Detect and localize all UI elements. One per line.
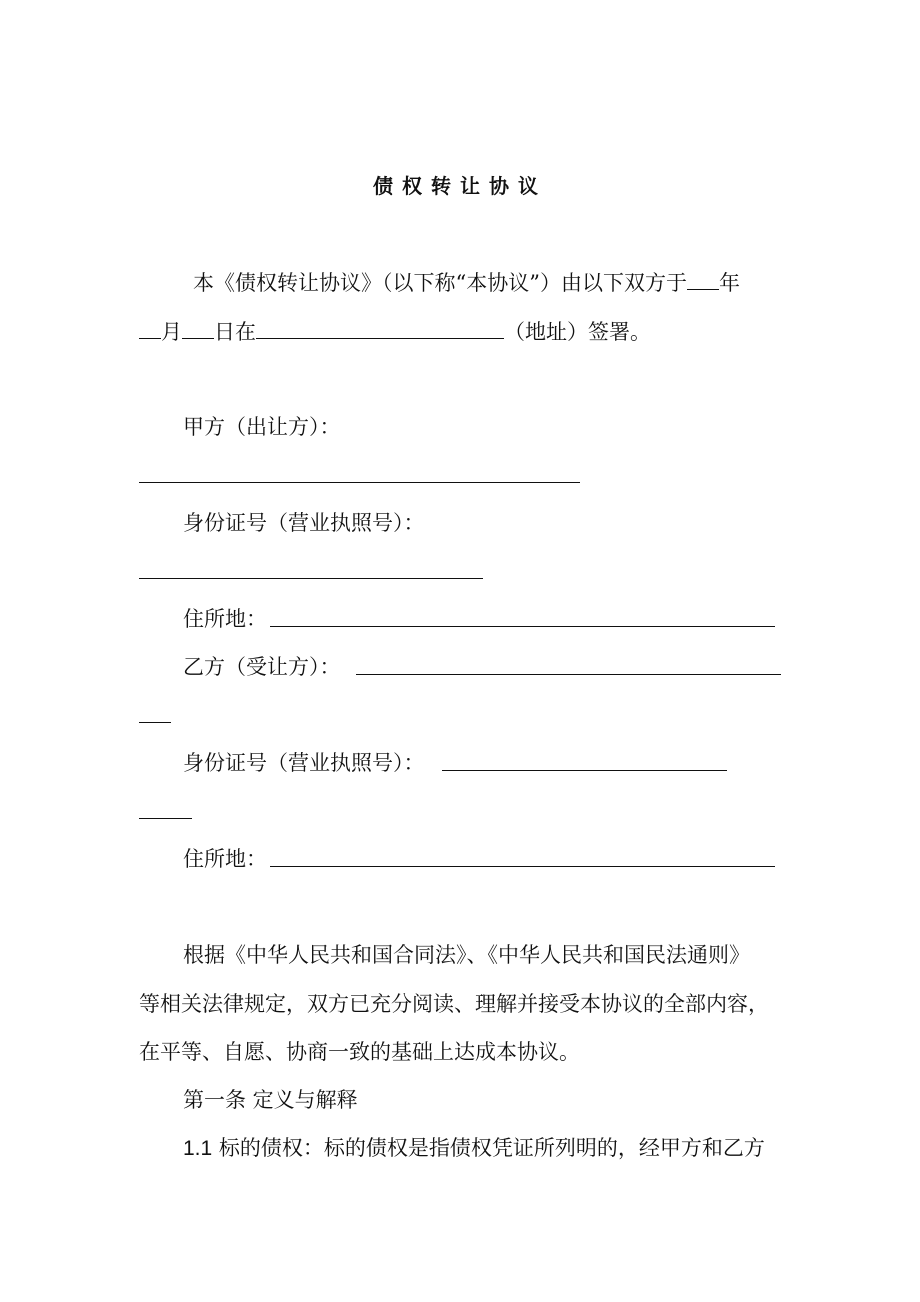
address-blank[interactable] [256, 316, 504, 339]
basis-line-2: 等相关法律规定，双方已充分阅读、理解并接受本协议的全部内容， [139, 992, 769, 1016]
day-blank[interactable] [182, 316, 214, 339]
party-b-address-blank[interactable] [270, 866, 775, 867]
party-a-address-label: 住所地： [183, 607, 267, 631]
party-b-address-label: 住所地： [183, 847, 267, 871]
clause-number: 1.1 [183, 1137, 213, 1160]
clause-1-1 [183, 1133, 765, 1164]
party-a-id-blank[interactable] [139, 578, 483, 579]
year-label: 年 [718, 271, 740, 295]
intro-text: 本《债权转让协议》（以下称“本协议”）由以下双方于 [193, 271, 687, 295]
party-b-name-blank[interactable] [356, 674, 781, 675]
month-blank[interactable] [139, 316, 161, 339]
party-a-name-blank[interactable] [139, 482, 580, 483]
party-a-label: 甲方（出让方）： [183, 415, 341, 439]
year-blank[interactable] [687, 267, 719, 290]
day-label: 日在 [214, 320, 256, 344]
party-b-label: 乙方（受让方）： [183, 655, 341, 679]
address-note: （地址）签署。 [504, 320, 651, 344]
document-title: 债权转让协议 [373, 174, 547, 198]
article-1-heading: 第一条 定义与解释 [183, 1088, 358, 1112]
basis-line-1: 根据《中华人民共和国合同法》、《中华人民共和国民法通则》 [183, 943, 750, 967]
party-a-id-label: 身份证号（营业执照号）： [183, 511, 425, 535]
month-label: 月 [161, 320, 182, 344]
party-a-address-blank[interactable] [270, 626, 775, 627]
basis-line-3: 在平等、自愿、协商一致的基础上达成本协议。 [139, 1040, 580, 1064]
party-b-name-blank-cont[interactable] [139, 722, 171, 723]
party-b-id-blank[interactable] [442, 770, 727, 771]
party-b-id-blank-cont[interactable] [139, 818, 192, 819]
intro-line-1 [193, 267, 740, 298]
intro-line-2 [139, 316, 651, 347]
party-b-id-label: 身份证号（营业执照号）： [183, 751, 425, 775]
clause-text: 标的债权：标的债权是指债权凭证所列明的，经甲方和乙方 [212, 1136, 765, 1160]
